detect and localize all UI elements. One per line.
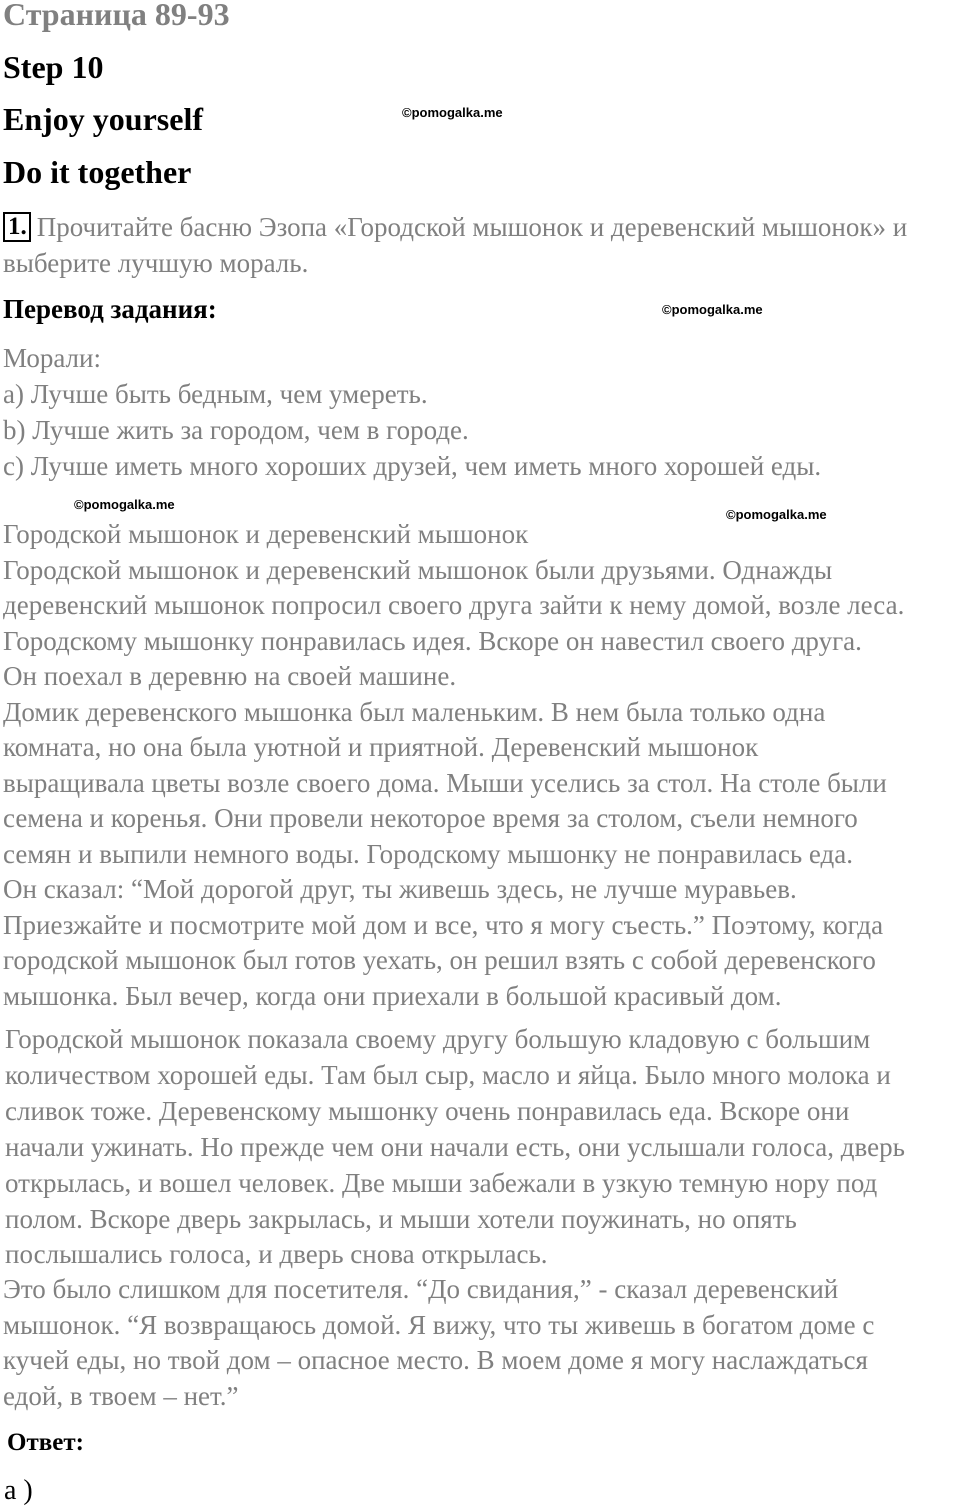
watermark: ©pomogalka.me — [74, 497, 175, 512]
task-paragraph — [3, 209, 958, 281]
story-line: открылась, и вошел человек. Две мыши забежали в узкую темную нору под — [5, 1167, 878, 1198]
story-line: едой, в твоем – нет.” — [3, 1380, 239, 1411]
step-heading: Step 10 — [3, 49, 104, 85]
story-line: мышонок. “Я возвращаюсь домой. Я вижу, что ты живешь в богатом доме с — [3, 1309, 875, 1340]
story-line: полом. Вскоре дверь закрылась, и мыши хотели поужинать, но опять — [5, 1203, 797, 1234]
story-line: Городской мышонок показала своему другу большую кладовую с большим — [5, 1024, 871, 1054]
story-block-2 — [5, 1022, 960, 1273]
morals-list — [3, 340, 960, 484]
translation-heading: Перевод задания: — [3, 294, 217, 324]
story-line: деревенский мышонок попросил своего друга зайти к нему домой, возле леса. — [3, 590, 905, 620]
story-line: Городскому мышонку понравилась идея. Вскоре он навестил своего друга. — [3, 625, 862, 656]
answer-heading: Ответ: — [7, 1429, 84, 1456]
moral-option-b: b) Лучше жить за городом, чем в городе. — [3, 415, 469, 445]
story-line: кучей еды, но твой дом – опасное место. В моем доме я могу наслаждаться — [3, 1345, 868, 1375]
story-line: сливок тоже. Деревенскому мышонку очень понравилась еда. Вскоре они — [5, 1095, 850, 1126]
subsection-heading: Do it together — [3, 154, 192, 190]
story-line: семена и коренья. Они провели некоторое время за столом, съели немного — [3, 803, 858, 833]
story-block-1 — [3, 517, 960, 1014]
watermark: ©pomogalka.me — [726, 507, 827, 522]
story-line: Городской мышонок и деревенский мышонок были друзьями. Однажды — [3, 554, 833, 585]
story-line: выращивала цветы возле своего дома. Мыши уселись за стол. На столе были — [3, 767, 887, 798]
watermark: ©pomogalka.me — [402, 105, 503, 120]
answer-value: a ) — [4, 1475, 33, 1506]
moral-option-c: c) Лучше иметь много хороших друзей, чем иметь много хорошей еды. — [3, 451, 822, 481]
story-line: Домик деревенского мышонка был маленьким. В нем была только одна — [3, 696, 826, 727]
page-range-heading: Страница 89-93 — [3, 0, 230, 32]
section-heading: Enjoy yourself — [3, 101, 203, 137]
story-line: городской мышонок был готов уехать, он решил взять с собой деревенского — [3, 945, 876, 975]
watermark: ©pomogalka.me — [662, 302, 763, 317]
story-line: Он сказал: “Мой дорогой друг, ты живешь здесь, не лучше муравьев. — [3, 874, 797, 904]
story-line: мышонка. Был вечер, когда они приехали в большой красивый дом. — [3, 980, 782, 1011]
story-line: Он поехал в деревню на своей машине. — [3, 661, 457, 691]
task-text: Прочитайте басню Эзопа «Городской мышонок и деревенский мышонок» и выберите лучшую мораль. — [3, 212, 908, 278]
story-line: Приезжайте и посмотрите мой дом и все, что я могу съесть.” Поэтому, когда — [3, 909, 884, 940]
story-line: семян и выпили немного воды. Городскому мышонку не понравилась еда. — [3, 838, 854, 869]
story-block-3 — [3, 1272, 960, 1414]
story-line: начали ужинать. Но прежде чем они начали есть, они услышали голоса, дверь — [5, 1131, 905, 1162]
story-line: комната, но она была уютной и приятной. Деревенский мышонок — [3, 732, 759, 762]
morals-title: Морали: — [3, 343, 101, 373]
moral-option-a: a) Лучше быть бедным, чем умереть. — [3, 379, 428, 409]
story-line: послышались голоса, и дверь снова открылась. — [5, 1239, 548, 1270]
story-line: количеством хорошей еды. Там был сыр, масло и яйца. Было много молока и — [5, 1059, 891, 1090]
story-title: Городской мышонок и деревенский мышонок — [3, 519, 529, 549]
story-line: Это было слишком для посетителя. “До свидания,” - сказал деревенский — [3, 1274, 839, 1304]
task-number-badge: 1. — [3, 212, 31, 242]
